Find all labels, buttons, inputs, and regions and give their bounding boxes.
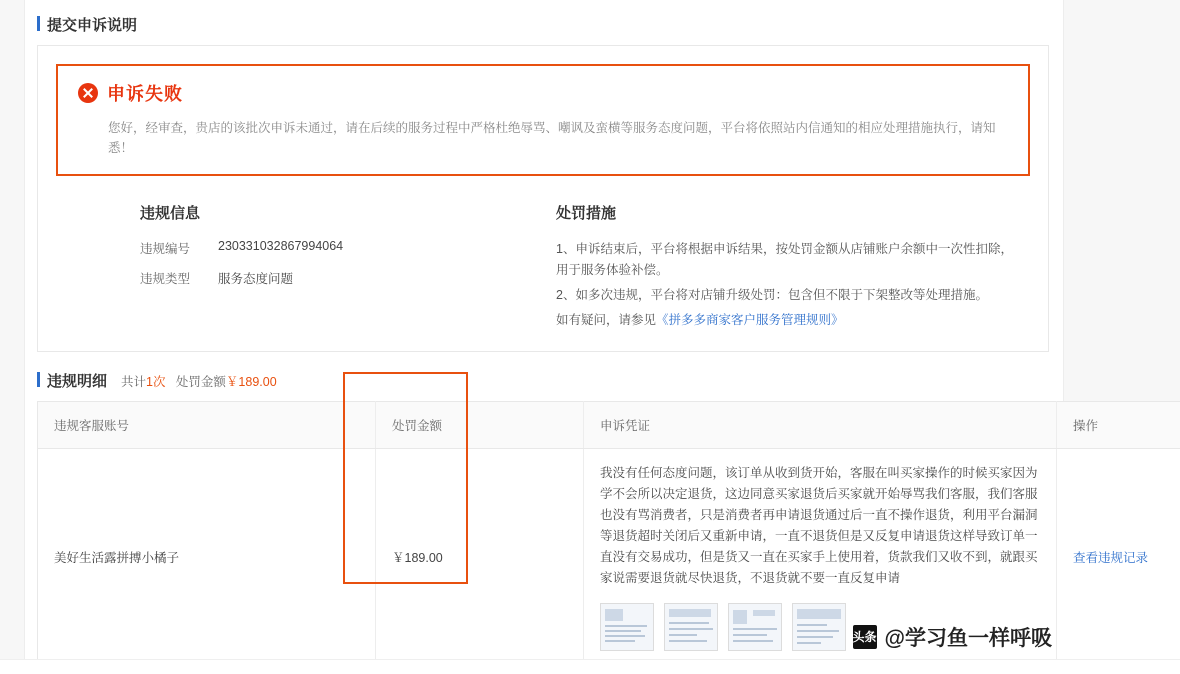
punishment-paragraph-1: 1、申诉结束后，平台将根据申诉结果，按处罚金额从店铺账户余额中一次性扣除，用于服务体验补偿。 <box>556 242 1013 277</box>
amount-label: 处罚金额 <box>175 375 226 389</box>
page-title <box>37 14 1063 35</box>
detail-summary <box>121 372 277 390</box>
info-columns <box>38 202 1048 335</box>
amount-value: ￥189.00 <box>225 375 277 389</box>
violation-type-value: 服务态度问题 <box>218 272 294 286</box>
column-header-action: 操作 <box>1057 402 1180 449</box>
evidence-text: 我没有任何态度问题，该订单从收到货开始，客服在叫买家操作的时候买家因为学不会所以决定退货，这边同意买家退货后买家就开始辱骂我们客服，我们客服也没有骂消费者，只是消费者再申请退货通过后一直不操作退货，利用平台漏洞等退货超时关闭后又重新申请，一直不退货但是又反复申请退货这样导致订单一直没有交易成功，但是货又一直在买家手上使用着，货款我们又收不到，就跟买家说需要退货就尽快退货，不退货就不要一直反复申请 <box>600 466 1038 585</box>
detail-section-title <box>37 370 107 391</box>
rule-link[interactable]: 《拼多多商家客户服务管理规则》 <box>656 313 844 327</box>
alert-title: 申诉失败 <box>107 84 183 104</box>
submit-section-title-label: 提交申诉说明 <box>47 17 138 34</box>
cell-amount: ￥189.00 <box>376 449 584 666</box>
watermark-text: @学习鱼一样呼吸 <box>884 627 1052 650</box>
main-content <box>25 0 1149 674</box>
column-header-amount: 处罚金额 <box>376 402 584 449</box>
violation-id-label: 违规编号 <box>140 242 191 256</box>
error-circle-icon <box>78 83 98 103</box>
cell-action <box>1057 449 1180 666</box>
violation-id-value: 230331032867994064 <box>218 239 344 253</box>
view-violation-record-link[interactable]: 查看违规记录 <box>1073 551 1149 565</box>
appeal-failed-alert <box>56 64 1030 176</box>
total-count: 1次 <box>146 375 166 389</box>
watermark <box>853 622 1052 652</box>
punishment-heading: 处罚措施 <box>556 205 617 222</box>
alert-description: 您好，经审查，贵店的该批次申诉未通过，请在后续的服务过程中严格杜绝辱骂、嘲讽及蛮横等服务态度问题，平台将依照站内信通知的相应处理措施执行，请知悉！ <box>108 121 996 155</box>
punishment-question-row <box>556 310 1016 331</box>
punishment-column <box>536 202 1016 335</box>
column-header-account: 违规客服账号 <box>38 402 376 449</box>
evidence-thumbnail-image[interactable] <box>600 603 654 651</box>
evidence-thumbnail-image[interactable] <box>728 603 782 651</box>
toutiao-logo-icon: 头条 <box>853 625 877 649</box>
cell-account: 美好生活露拼搏小橘子 <box>38 449 376 666</box>
detail-section-title-label: 违规明细 <box>47 373 108 390</box>
evidence-thumbnail-image[interactable] <box>664 603 718 651</box>
bottom-bar <box>0 659 1180 674</box>
table-header <box>38 402 1180 449</box>
alert-header <box>78 80 1012 106</box>
violation-id-row <box>140 239 536 257</box>
violation-type-label: 违规类型 <box>140 272 191 286</box>
violation-type-row <box>140 269 536 287</box>
total-label: 共计 <box>121 375 147 389</box>
punishment-paragraph-2: 2、如多次违规，平台将对店铺升级处罚：包含但不限于下架整改等处理措施。 <box>556 288 988 302</box>
detail-title-row <box>37 370 1063 391</box>
table-header-row <box>38 402 1180 449</box>
punishment-question-prefix: 如有疑问，请参见 <box>556 313 657 327</box>
violation-info-heading: 违规信息 <box>140 205 201 222</box>
appeal-card <box>37 45 1049 352</box>
violation-info-column <box>56 202 536 335</box>
evidence-thumbnail-image[interactable] <box>792 603 846 651</box>
left-gutter <box>0 0 25 674</box>
column-header-evidence: 申诉凭证 <box>584 402 1057 449</box>
